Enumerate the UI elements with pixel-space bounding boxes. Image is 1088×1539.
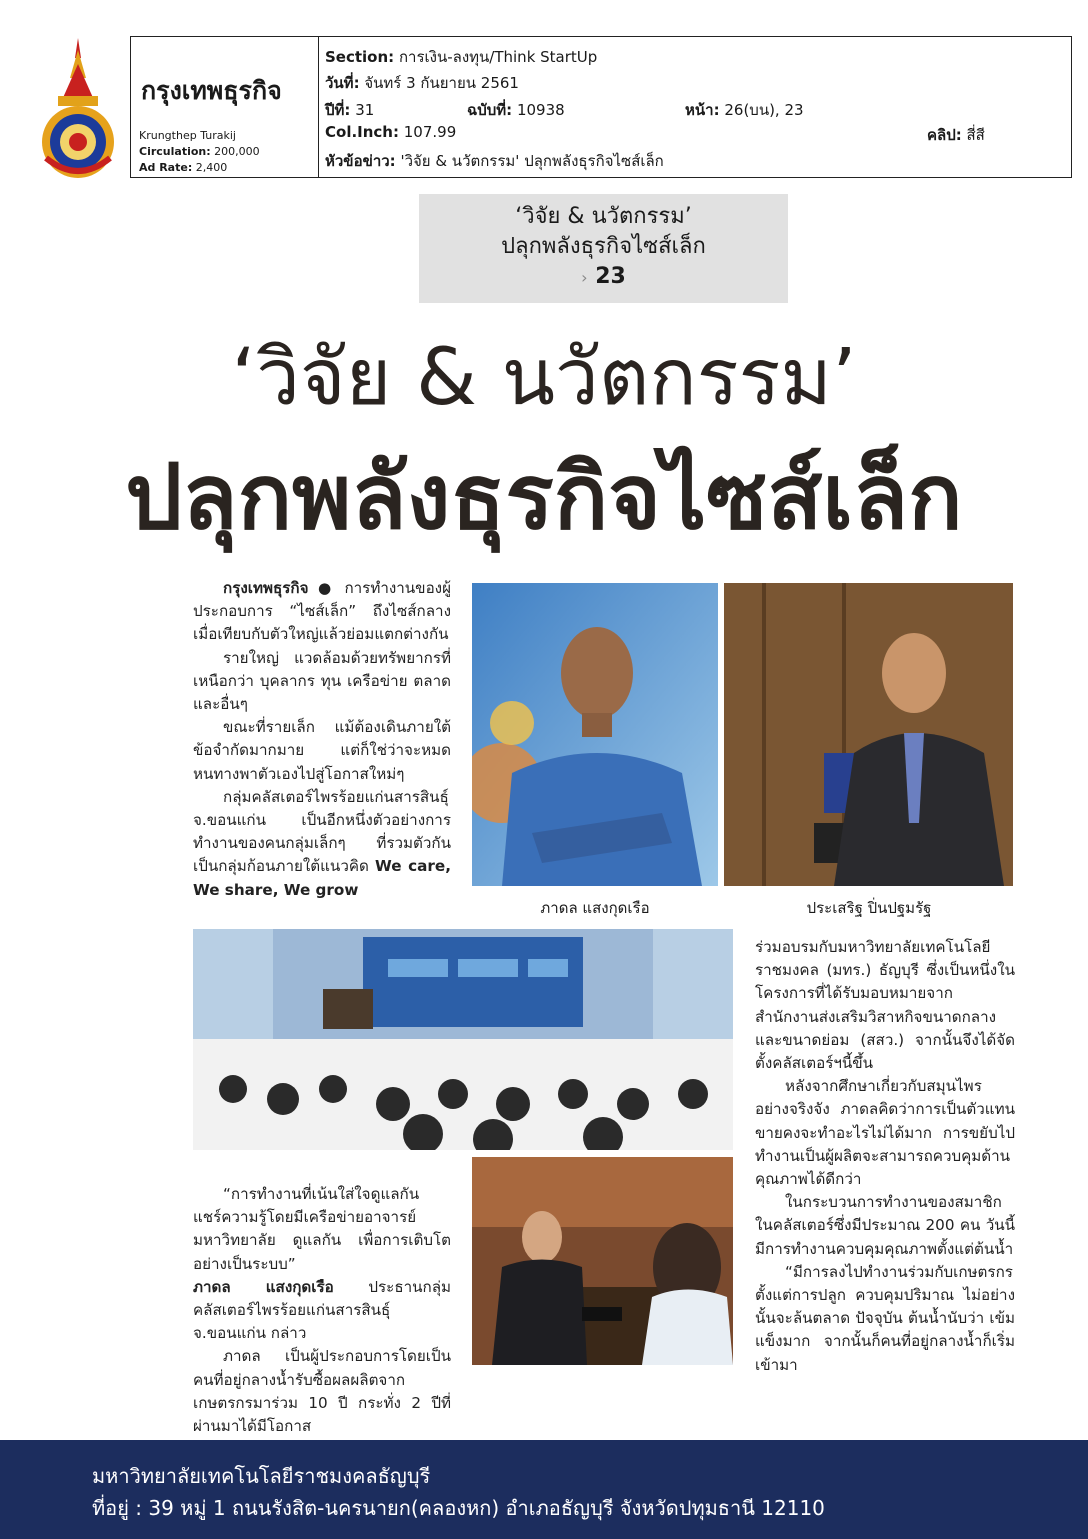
article-paragraph: ในกระบวนการทำงานของสมาชิกในคลัสเตอร์ซึ่งมีประมาณ 200 คน วันนี้มีการทำงานควบคุมคุณภาพตั้งแต่ต้นน้ำ: [755, 1193, 1015, 1258]
article-paragraph: ขณะที่รายเล็ก แม้ต้องเดินภายใต้ข้อจำกัดมากมาย แต่ก็ใช่ว่าจะหมดหนทางพาตัวเองไปสู่โอกาสใหม่ๆ: [193, 718, 451, 783]
article-paragraph: “มีการลงไปทำงานร่วมกับเกษตรกรตั้งแต่การปลูก ควบคุมปริมาณ ไม่อย่างนั้นจะล้นตลาด ปัจจุบัน ต้นน้ำนับว่า เข้มแข็งมาก จากนั้นก็คนที่อยู่กลางน้ำก็เริ่มเข้ามา: [755, 1262, 1015, 1374]
teaser-line-1: ‘วิจัย & นวัตกรรม’: [515, 204, 692, 229]
footer-bar: [0, 1440, 1088, 1539]
section-line: Section: การเงิน-ลงทุน/Think StartUp: [325, 48, 598, 66]
university-logo: [40, 38, 116, 184]
caption-photo-1: ภาดล แสงกุดเรือ: [540, 899, 650, 917]
photo-phadon: [472, 583, 718, 886]
article-column-2: [193, 1183, 451, 1438]
caption-photo-2: ประเสริฐ ปิ่นปฐมรัฐ: [806, 899, 932, 917]
article-column-1: [193, 577, 451, 902]
page-field: หน้า: 26(บน), 23: [685, 101, 804, 119]
article-paragraph: ภาดล เป็นผู้ประกอบการโดยเป็นคนที่อยู่กลางน้ำรับซื้อผลผลิตจากเกษตรกรมาร่วม 10 ปี กระทั่ง 2 ปีที่ผ่านมาได้มีโอกาส: [193, 1347, 451, 1436]
headline-line-1: ‘วิจัย & นวัตกรรม’: [231, 333, 857, 423]
issue-field: ฉบับที่: 10938: [467, 101, 565, 119]
clip-field: คลิป: สี่สี: [927, 126, 985, 144]
article-paragraph: ร่วมอบรมกับมหาวิทยาลัยเทคโนโลยีราชมงคล (มทร.) ธัญบุรี ซึ่งเป็นหนึ่งในโครงการที่ได้รับมอบหมายจากสำนักงานส่งเสริมวิสาหกิจขนาดกลางและขนาดย่อม (สสว.) จากนั้นจึงได้จัดตั้งคลัสเตอร์ฯนี้ขึ้น: [755, 938, 1015, 1073]
article-paragraph: หลังจากศึกษาเกี่ยวกับสมุนไพรอย่างจริงจัง ภาดลคิดว่าการเป็นตัวแทนขายคงจะทำอะไรไม่ได้มาก การขยับไปทำงานเป็นผู้ผลิตจะสามารถควบคุมด้านคุณภาพได้ดีกว่า: [755, 1077, 1015, 1189]
teaser-box: [419, 194, 788, 303]
publication-name-en: Krungthep Turakij: [139, 129, 236, 142]
ad-rate: Ad Rate: 2,400: [139, 161, 228, 174]
colinch-field: Col.Inch: 107.99: [325, 123, 457, 141]
clipping-header: [130, 36, 1072, 178]
dateline: กรุงเทพธุรกิจ ●: [223, 579, 336, 597]
headline-line-2: ปลุกพลังธุรกิจไซส์เล็ก: [125, 445, 963, 550]
footer-address: ที่อยู่ : 39 หมู่ 1 ถนนรังสิต-นครนายก(คลองหก) อำเภอธัญบุรี จังหวัดปทุมธานี 12110: [92, 1496, 825, 1520]
teaser-page: › 23: [581, 264, 626, 289]
photo-prasert: [724, 583, 1013, 886]
publication-block: [131, 37, 319, 177]
article-paragraph: ภาดล แสงกุดเรือ ประธานกลุ่มคลัสเตอร์ไพรร้อยแก่นสารสินธุ์ จ.ขอนแก่น กล่าว: [193, 1277, 452, 1343]
photo-meeting: [472, 1157, 733, 1365]
article-column-3: [755, 936, 1015, 1377]
article-paragraph: กลุ่มคลัสเตอร์ไพรร้อยแก่นสารสินธุ์ จ.ขอนแก่น เป็นอีกหนึ่งตัวอย่างการทำงานของคนกลุ่มเล็กๆ ที่รวมตัวกันเป็นกลุ่มก้อนภายใต้แนวคิด We care, We share, We grow: [193, 787, 451, 899]
article-paragraph: รายใหญ่ แวดล้อมด้วยทรัพยากรที่เหนือกว่า บุคลากร ทุน เครือข่าย ตลาด และอื่นๆ: [193, 648, 451, 714]
headline-field: หัวข้อข่าว: 'วิจัย & นวัตกรรม' ปลุกพลังธุรกิจไซส์เล็ก: [325, 152, 664, 170]
photo-conference: [193, 929, 733, 1150]
footer-university: มหาวิทยาลัยเทคโนโลยีราชมงคลธัญบุรี: [92, 1464, 431, 1488]
date-line: วันที่: จันทร์ 3 กันยายน 2561: [325, 74, 519, 92]
year-field: ปีที่: 31: [325, 101, 375, 119]
circulation: Circulation: 200,000: [139, 145, 260, 158]
publication-name: กรุงเทพธุรกิจ: [141, 76, 282, 105]
chevron-right-icon: ›: [581, 268, 588, 287]
teaser-line-2: ปลุกพลังธุรกิจไซส์เล็ก: [501, 234, 706, 259]
article-quote: “การทำงานที่เน้นใส่ใจดูแลกัน แชร์ความรู้โดยมีเครือข่ายอาจารย์มหาวิทยาลัย ดูแลกัน เพื่อการเติบโตอย่างเป็นระบบ”: [193, 1185, 451, 1273]
article-paragraph: กรุงเทพธุรกิจ ● การทำงานของผู้ประกอบการ “ไซส์เล็ก” ถึงไซส์กลาง เมื่อเทียบกับตัวใหญ่แล้วย่อมแตกต่างกัน: [193, 579, 452, 644]
